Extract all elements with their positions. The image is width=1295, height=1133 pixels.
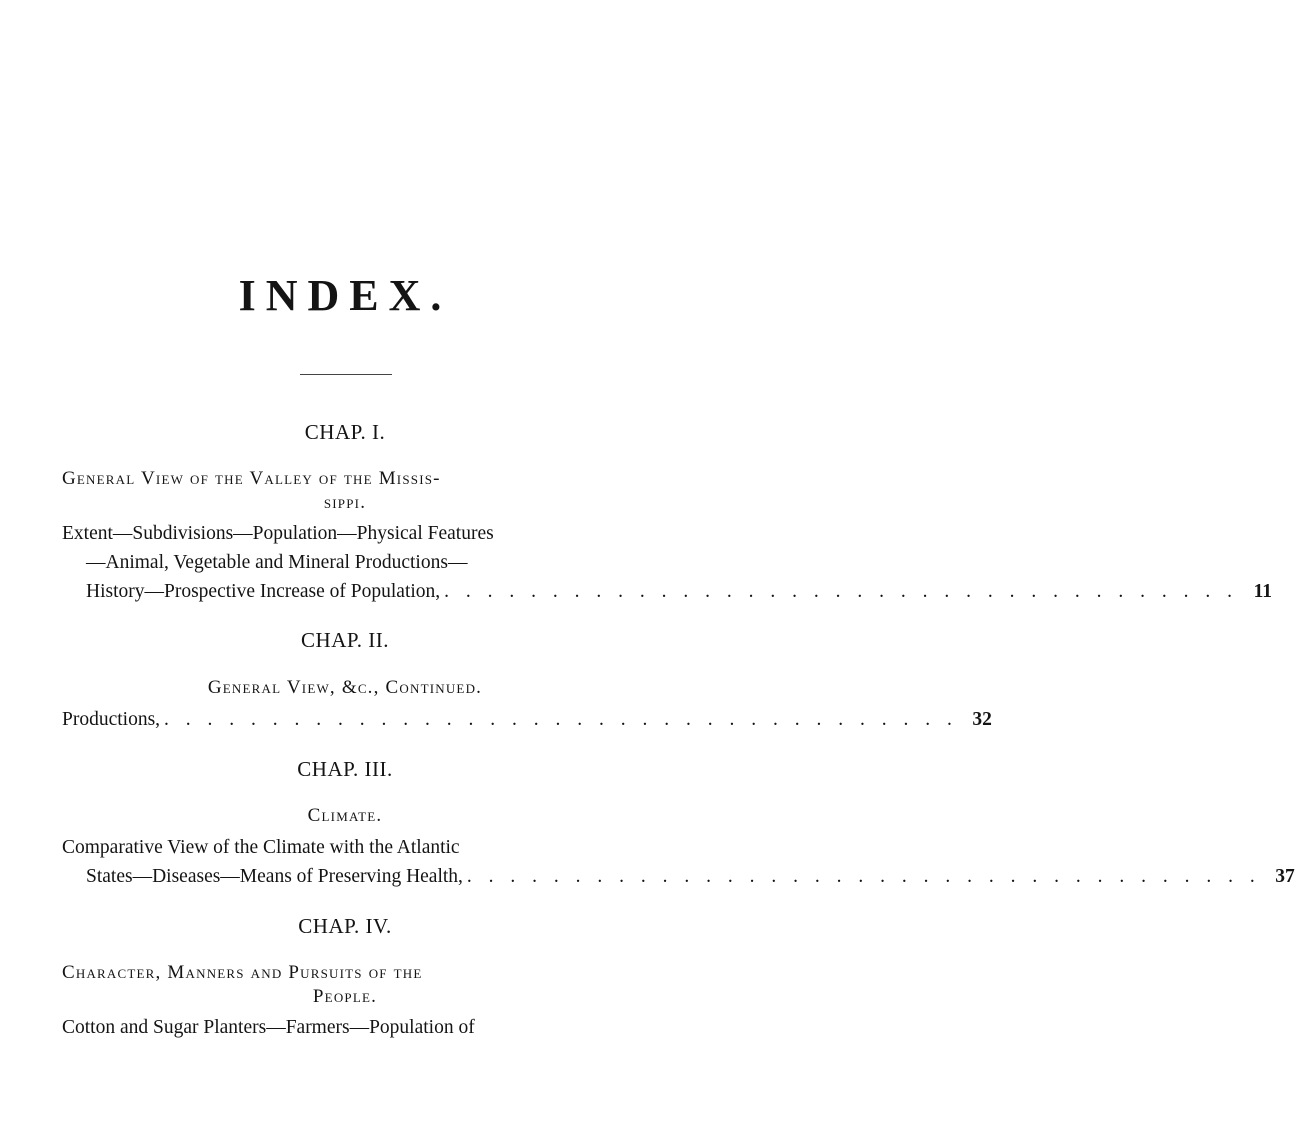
chapter-4-number: CHAP. IV. bbox=[298, 914, 392, 938]
chapter-2-number: CHAP. II. bbox=[301, 628, 389, 652]
chapter-2-page-number: 32 bbox=[972, 709, 992, 730]
chapter-1-entry-row bbox=[86, 581, 1273, 603]
chapter-1-heading: General View of the Valley of the Missis- bbox=[62, 468, 441, 489]
chapter-2-entry-row bbox=[62, 709, 992, 731]
chapter-3-page-number: 37 bbox=[1275, 866, 1295, 887]
chapter-4-entry-line: Cotton and Sugar Planters—Farmers—Population of bbox=[62, 1017, 475, 1038]
chapter-2-entry-line: Productions, bbox=[62, 709, 161, 730]
title-divider bbox=[300, 374, 392, 375]
dot-leader: . . . . . . . . . . . . . . . . . . . . . . . . . . . . . . . . . . . . . bbox=[164, 709, 958, 730]
chapter-3-entry-row bbox=[86, 866, 1295, 888]
dot-leader: . . . . . . . . . . . . . . . . . . . . . . . . . . . . . . . . . . . . . bbox=[444, 581, 1239, 602]
chapter-1-heading-cont: sippi. bbox=[323, 492, 367, 513]
chapter-1-entry-line: History—Prospective Increase of Population, bbox=[86, 581, 441, 602]
dot-leader: . . . . . . . . . . . . . . . . . . . . . . . . . . . . . . . . . . . . . bbox=[466, 866, 1261, 887]
chapter-4-heading-cont: People. bbox=[312, 986, 378, 1007]
chapter-3-heading: Climate. bbox=[307, 805, 383, 826]
chapter-2-heading: General View, &c., Continued. bbox=[207, 677, 483, 698]
chapter-1-number: CHAP. I. bbox=[304, 420, 386, 444]
chapter-1-entry-line: —Animal, Vegetable and Mineral Productions— bbox=[86, 552, 468, 573]
chapter-3-entry-line: States—Diseases—Means of Preserving Health, bbox=[86, 866, 463, 887]
chapter-1-page-number: 11 bbox=[1253, 581, 1273, 602]
chapter-1-entry-line: Extent—Subdivisions—Population—Physical Features bbox=[62, 523, 494, 544]
chapter-3-entry-line: Comparative View of the Climate with the Atlantic bbox=[62, 837, 460, 858]
chapter-3-number: CHAP. III. bbox=[297, 757, 393, 781]
chapter-4-heading: Character, Manners and Pursuits of the bbox=[62, 962, 423, 983]
page-title: INDEX. bbox=[238, 271, 452, 320]
